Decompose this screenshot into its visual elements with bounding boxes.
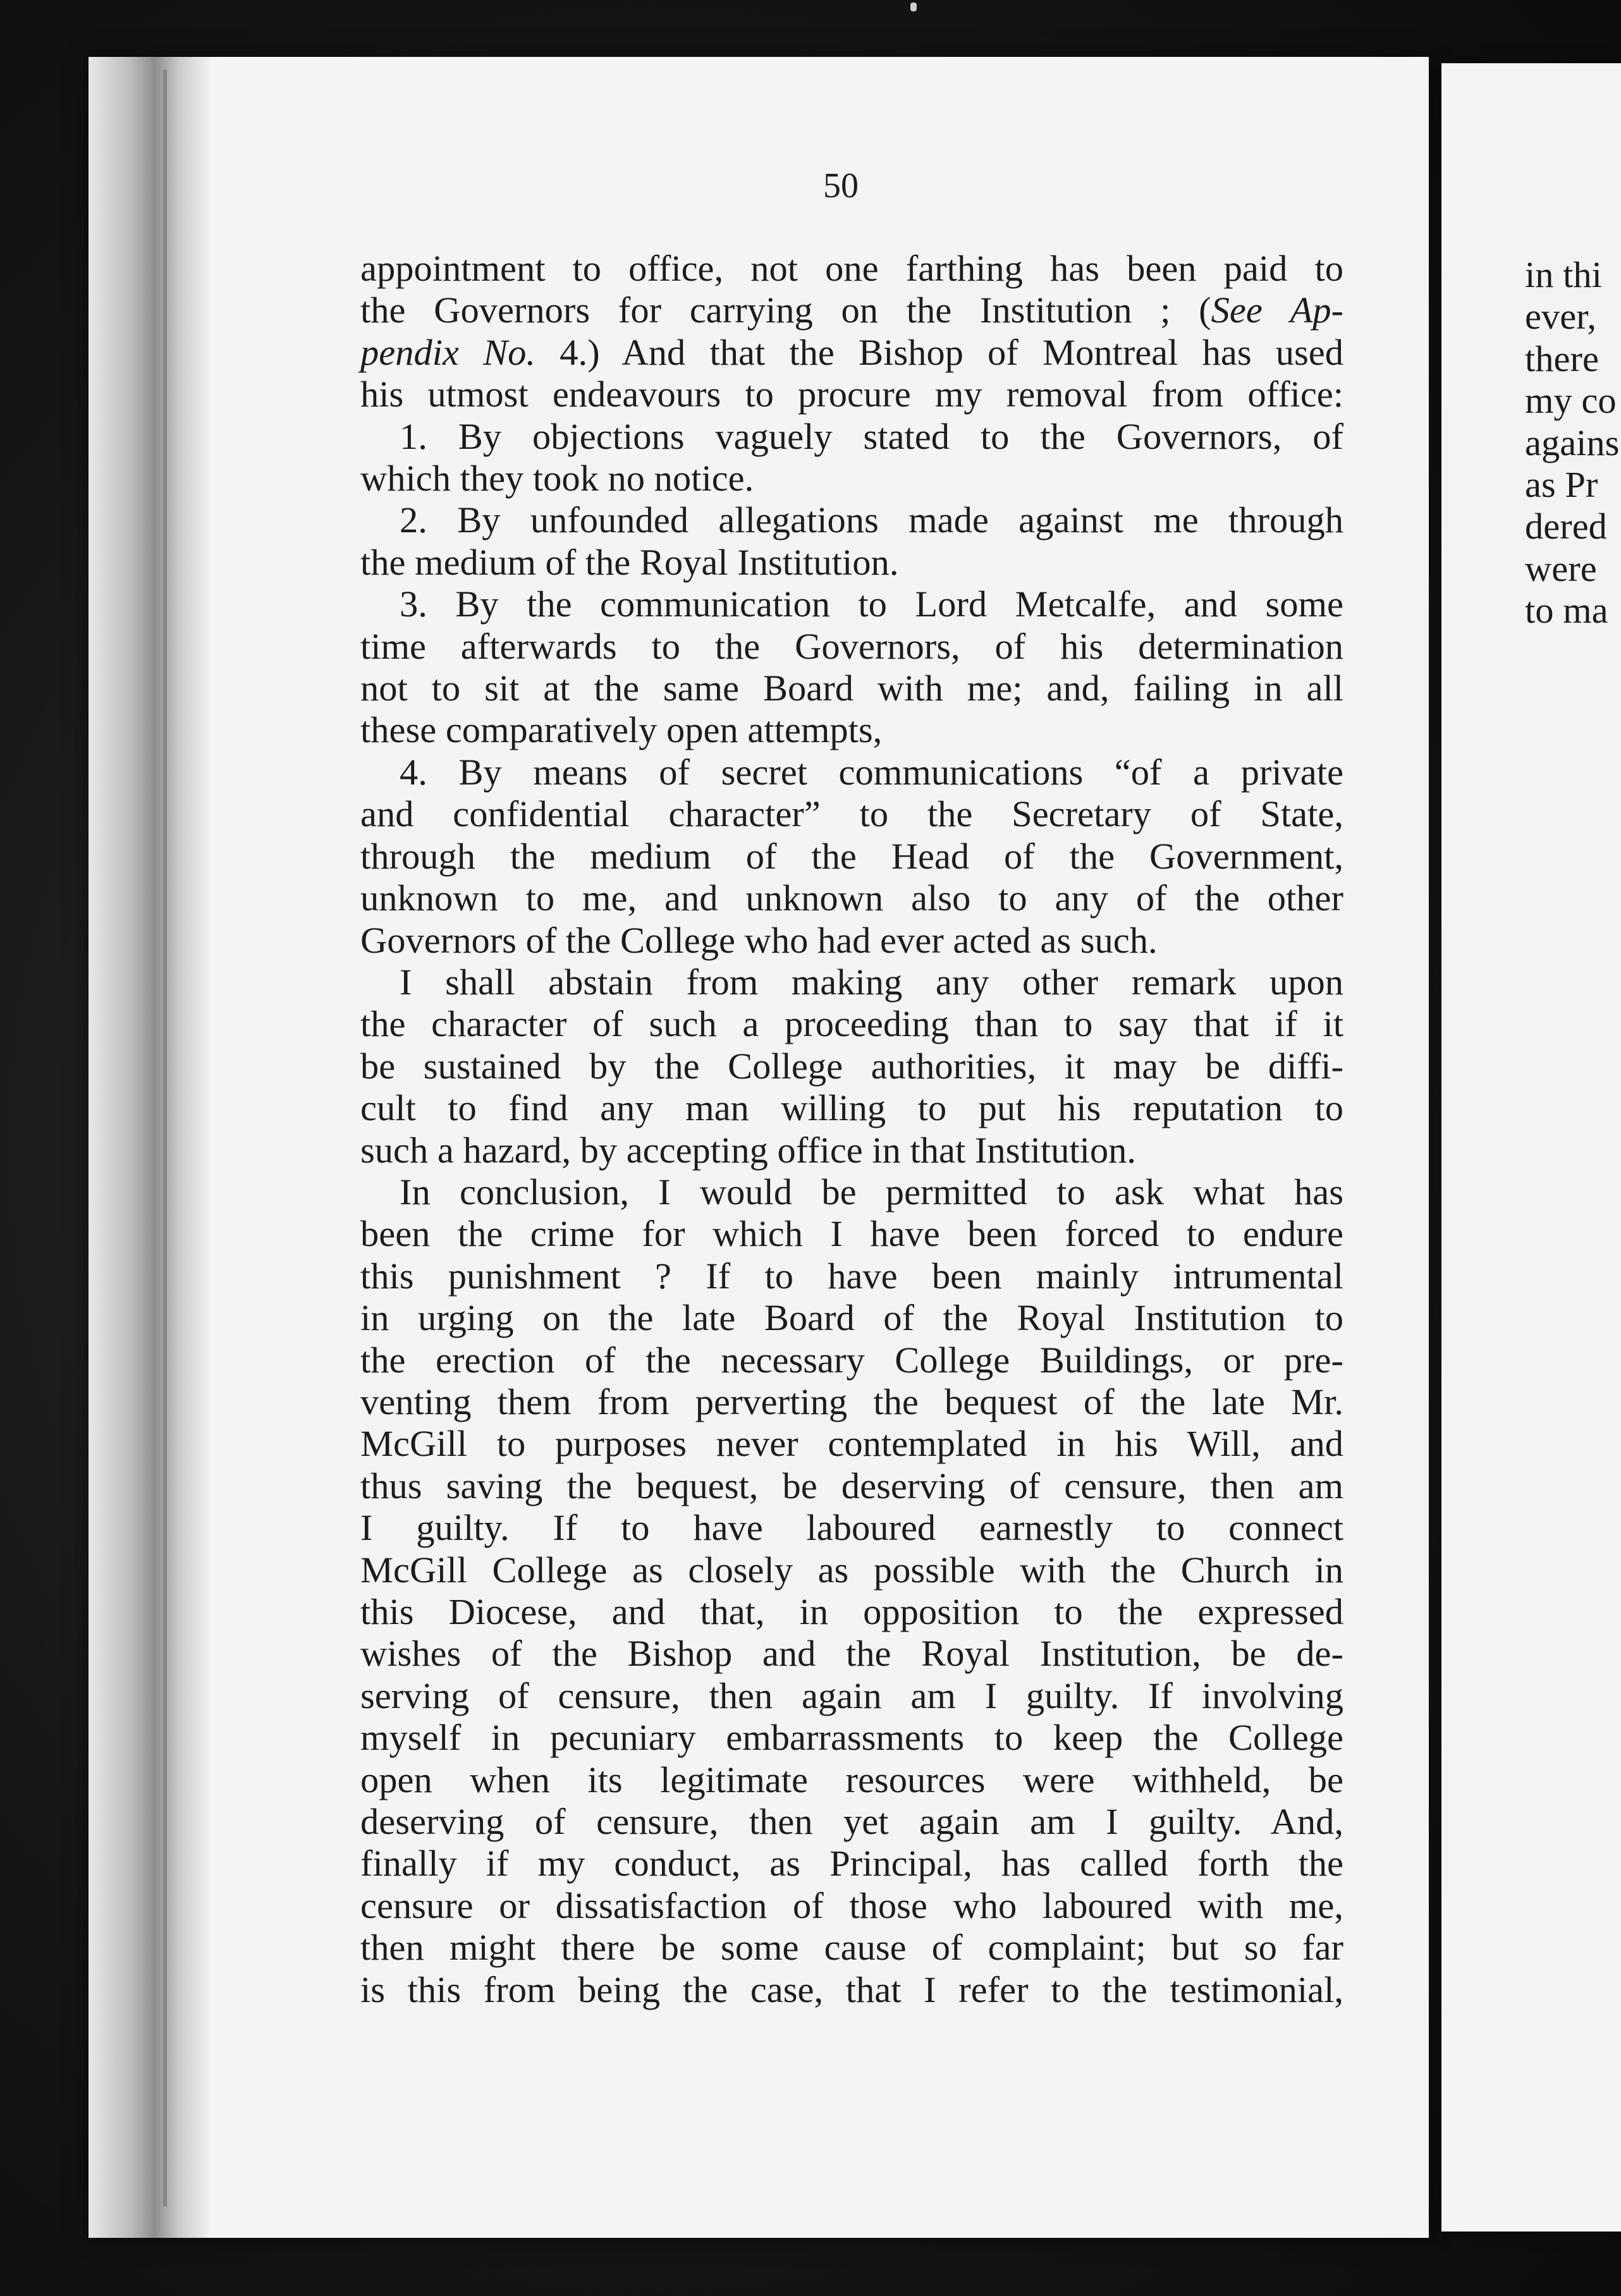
line-text: such a hazard, by accepting office in that Institution.: [360, 1129, 1137, 1171]
text-line: [360, 1465, 1343, 1507]
text-line: [360, 1759, 1343, 1801]
text-line: [360, 1633, 1343, 1675]
line-text: 3. By the communication to Lord Metcalfe, and some: [400, 583, 1343, 625]
line-text: finally if my conduct, as Principal, has called forth the: [360, 1843, 1343, 1884]
text-line: [360, 1591, 1343, 1633]
text-line: [360, 583, 1343, 625]
line-text: wishes of the Bishop and the Royal Institution, be de-: [360, 1633, 1343, 1675]
text-line: [360, 1969, 1343, 2011]
line-text: unknown to me, and unknown also to any of the other: [360, 877, 1343, 919]
line-text: thus saving the bequest, be deserving of censure, then am: [360, 1465, 1343, 1506]
line-text: then might there be some cause of complaint; but so far: [360, 1927, 1343, 1969]
text-line: [360, 1423, 1343, 1465]
line-text: this punishment ? If to have been mainly intrumental: [360, 1255, 1343, 1297]
line-text: been the crime for which I have been forced to endure: [360, 1213, 1343, 1255]
right-page-fragment: ever,: [1525, 296, 1596, 338]
right-page-fragment: agains: [1525, 422, 1620, 463]
line-text: I shall abstain from making any other remark upon: [400, 961, 1343, 1003]
text-line: [360, 1087, 1343, 1129]
text-line: [360, 1549, 1343, 1591]
italic-text: See Ap-: [1211, 290, 1344, 331]
line-text: venting them from perverting the bequest of the late Mr.: [360, 1381, 1343, 1422]
text-line: [360, 1297, 1343, 1339]
right-page-fragment: there: [1525, 338, 1599, 379]
line-text: the erection of the necessary College Buildings, or pre-: [360, 1339, 1343, 1381]
line-text: and confidential character” to the Secretary of State,: [360, 793, 1343, 835]
line-text: 2. By unfounded allegations made against me through: [400, 499, 1343, 541]
line-text: not to sit at the same Board with me; and, failing in all: [360, 668, 1343, 709]
line-text: McGill College as closely as possible with the Church in: [360, 1549, 1343, 1591]
line-text: be sustained by the College authorities, it may be diffi-: [360, 1045, 1343, 1087]
line-text: the Governors for carrying on the Institution ; (: [360, 290, 1211, 331]
right-page-fragment: in thi: [1525, 254, 1602, 295]
right-page-fragment: as Pr: [1525, 464, 1598, 506]
text-line: [360, 416, 1343, 458]
text-line: [360, 1213, 1343, 1255]
text-line: [360, 668, 1343, 709]
line-text: open when its legitimate resources were withheld, be: [360, 1759, 1343, 1800]
line-text: in urging on the late Board of the Royal Institution to: [360, 1297, 1343, 1339]
text-line: [360, 1843, 1343, 1884]
text-line: [360, 1255, 1343, 1297]
line-text: his utmost endeavours to procure my removal from office:: [360, 374, 1343, 415]
line-text: In conclusion, I would be permitted to ask what has: [400, 1171, 1343, 1212]
line-text: 4.) And that the Bishop of Montreal has used: [535, 331, 1344, 373]
text-line: [360, 1927, 1343, 1969]
text-line: [360, 542, 1343, 583]
line-text: these comparatively open attempts,: [360, 709, 883, 751]
line-text: McGill to purposes never contemplated in his Will, and: [360, 1423, 1343, 1465]
line-text: myself in pecuniary embarrassments to keep the College: [360, 1717, 1343, 1759]
right-page-fragment: were: [1525, 547, 1597, 589]
scan-speck: [910, 3, 917, 11]
text-line: [360, 332, 1343, 374]
line-text: this Diocese, and that, in opposition to the expressed: [360, 1591, 1343, 1632]
text-line: [360, 1717, 1343, 1759]
gutter-line: [163, 70, 167, 2206]
page-number: 50: [823, 166, 859, 205]
right-page-text-fragments: [1525, 254, 1621, 632]
text-line: [360, 1171, 1343, 1213]
text-line: [360, 1801, 1343, 1843]
right-page-fragment: dered: [1525, 506, 1607, 547]
text-line: [360, 1046, 1343, 1087]
line-text: through the medium of the Head of the Government,: [360, 835, 1343, 877]
line-text: Governors of the College who had ever acted as such.: [360, 919, 1158, 961]
line-text: censure or dissatisfaction of those who laboured with me,: [360, 1884, 1343, 1926]
right-page-fragment: to ma: [1525, 590, 1608, 632]
line-text: the medium of the Royal Institution.: [360, 541, 899, 583]
body-text: [360, 248, 1343, 2011]
text-line: [360, 458, 1343, 499]
line-text: is this from being the case, that I refer to the testimonial,: [360, 1969, 1343, 2010]
line-text: deserving of censure, then yet again am I guilty. And,: [360, 1801, 1343, 1843]
line-text: serving of censure, then again am I guilty. If involving: [360, 1675, 1343, 1716]
line-text: cult to find any man willing to put his reputation to: [360, 1087, 1343, 1129]
text-line: [360, 920, 1343, 962]
text-line: [360, 709, 1343, 751]
text-line: [360, 290, 1343, 331]
right-page-fragment: my co: [1525, 380, 1617, 422]
text-line: [360, 793, 1343, 835]
text-line: [360, 1130, 1343, 1171]
italic-text: pendix No.: [360, 331, 536, 373]
text-line: [360, 248, 1343, 290]
text-line: [360, 1885, 1343, 1927]
text-line: [360, 374, 1343, 415]
text-line: [360, 1003, 1343, 1045]
text-line: [360, 1340, 1343, 1381]
text-line: [360, 499, 1343, 541]
line-text: time afterwards to the Governors, of his determination: [360, 625, 1343, 667]
text-line: [360, 1675, 1343, 1717]
text-line: [360, 1381, 1343, 1423]
line-text: 1. By objections vaguely stated to the Governors, of: [400, 415, 1343, 457]
line-text: the character of such a proceeding than to say that if it: [360, 1003, 1343, 1045]
text-line: [360, 877, 1343, 919]
binding-gutter: [89, 57, 209, 2238]
text-line: [360, 752, 1343, 793]
text-line: [360, 626, 1343, 668]
line-text: I guilty. If to have laboured earnestly to connect: [360, 1507, 1343, 1549]
line-text: 4. By means of secret communications “of a private: [400, 751, 1343, 793]
text-line: [360, 1507, 1343, 1549]
line-text: which they took no notice.: [360, 458, 754, 499]
line-text: appointment to office, not one farthing has been paid to: [360, 248, 1343, 289]
text-line: [360, 836, 1343, 877]
text-line: [360, 962, 1343, 1003]
